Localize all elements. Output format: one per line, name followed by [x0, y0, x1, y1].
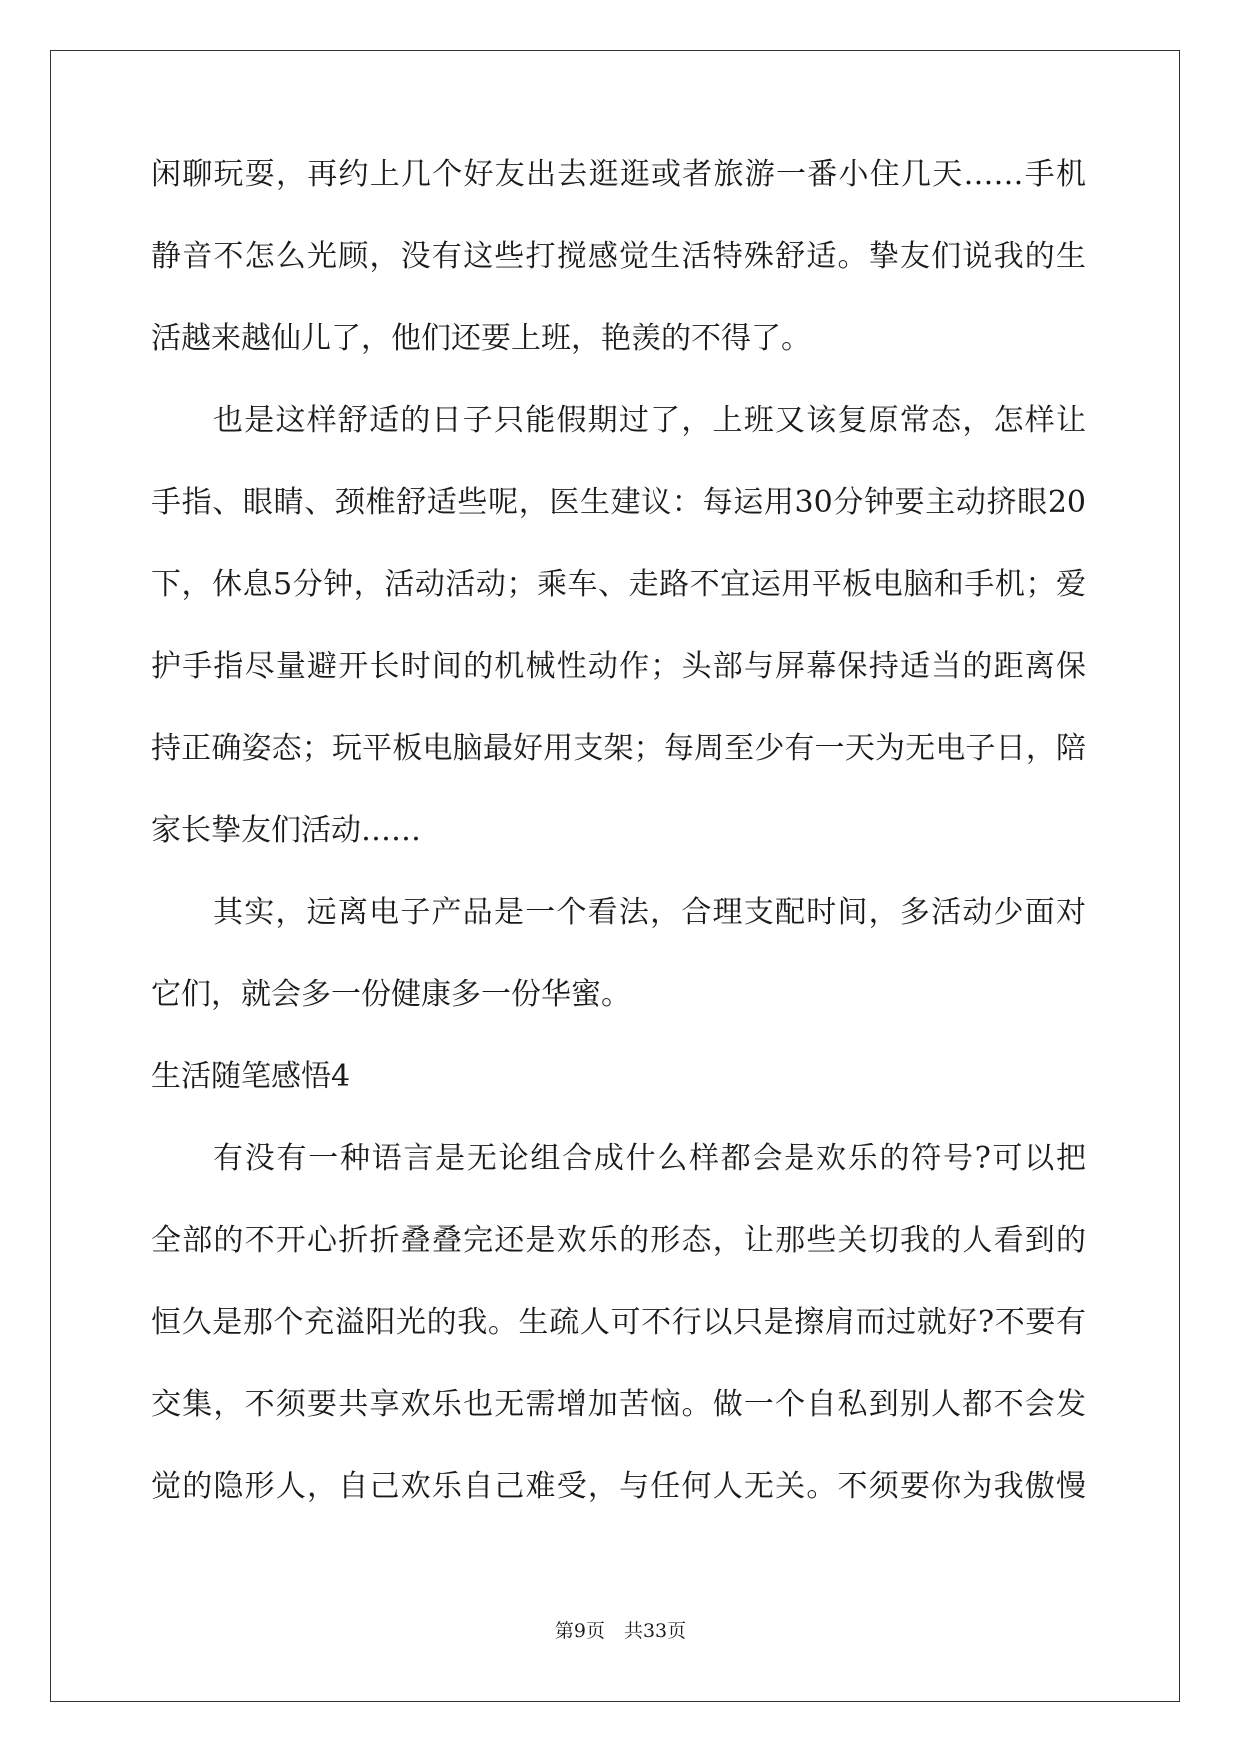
paragraph-2-line-1: 也是这样舒适的日子只能假期过了，上班又该复原常态，怎样让 [213, 403, 1086, 438]
paragraph-1-line-1: 闲聊玩耍，再约上几个好友出去逛逛或者旅游一番小住几天……手机 [151, 157, 1086, 192]
paragraph-2-line-5: 持正确姿态；玩平板电脑最好用支架；每周至少有一天为无电子日，陪 [151, 731, 1086, 766]
paragraph-2-line-4: 护手指尽量避开长时间的机械性动作；头部与屏幕保持适当的距离保 [151, 649, 1086, 684]
section-heading: 生活随笔感悟4 [151, 1059, 351, 1094]
paragraph-1-line-2: 静音不怎么光顾，没有这些打搅感觉生活特殊舒适。挚友们说我的生 [151, 239, 1086, 274]
paragraph-4-line-1: 有没有一种语言是无论组合成什么样都会是欢乐的符号?可以把 [213, 1141, 1086, 1176]
paragraph-4-line-2: 全部的不开心折折叠叠完还是欢乐的形态，让那些关切我的人看到的 [151, 1223, 1086, 1258]
paragraph-4-line-5: 觉的隐形人，自己欢乐自己难受，与任何人无关。不须要你为我傲慢 [151, 1469, 1086, 1504]
paragraph-4-line-3: 恒久是那个充溢阳光的我。生疏人可不行以只是擦肩而过就好?不要有 [151, 1305, 1086, 1340]
paragraph-4-line-4: 交集，不须要共享欢乐也无需增加苦恼。做一个自私到别人都不会发 [151, 1387, 1086, 1422]
paragraph-2-line-3: 下，休息5分钟，活动活动；乘车、走路不宜运用平板电脑和手机；爱 [151, 567, 1086, 602]
paragraph-3-line-1: 其实，远离电子产品是一个看法，合理支配时间，多活动少面对 [213, 895, 1086, 930]
document-body [151, 157, 1086, 1554]
paragraph-2-line-2: 手指、眼睛、颈椎舒适些呢，医生建议：每运用30分钟要主动挤眼20 [151, 485, 1086, 520]
paragraph-1-line-3: 活越来越仙儿了，他们还要上班，艳羡的不得了。 [151, 321, 811, 356]
paragraph-3-line-2: 它们，就会多一份健康多一份华蜜。 [151, 977, 631, 1012]
page-number-footer: 第9页 共33页 [554, 1620, 687, 1642]
paragraph-2-line-6: 家长挚友们活动…… [151, 813, 421, 848]
